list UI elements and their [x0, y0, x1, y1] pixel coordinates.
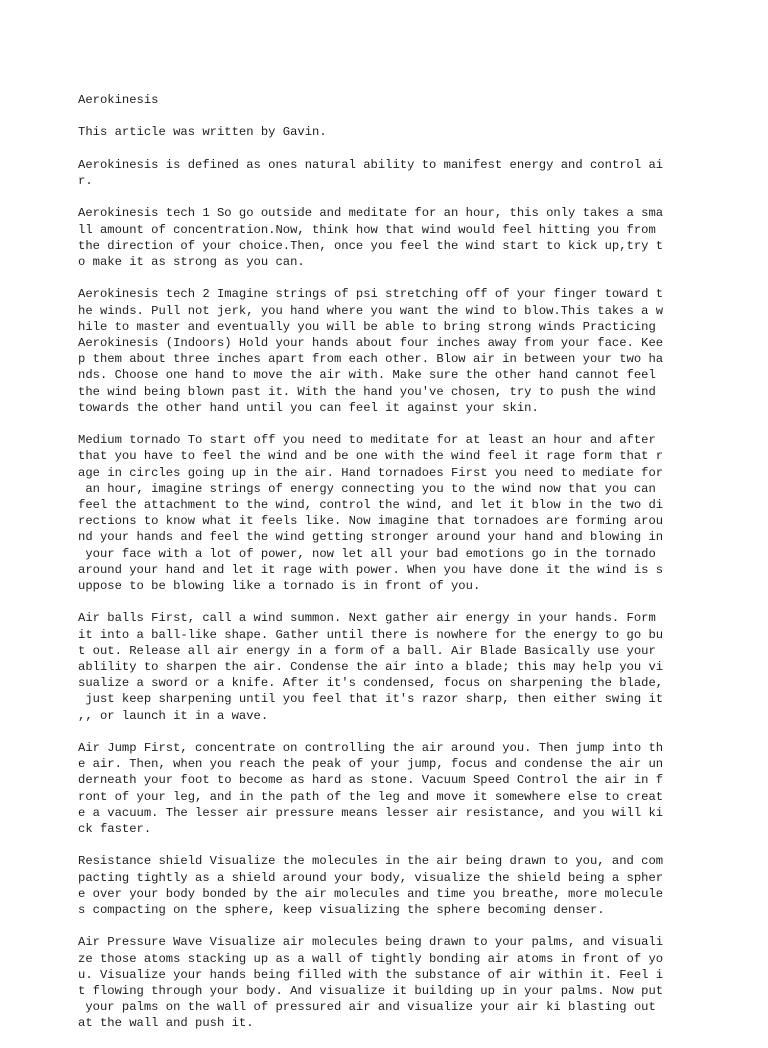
- text-line: it into a ball-like shape. Gather until there is nowhere for the energy to go bu: [78, 627, 664, 642]
- text-line: that you have to feel the wind and be one with the wind feel it rage form that r: [78, 449, 664, 464]
- text-line: ront of your leg, and in the path of the leg and move it somewhere else to creat: [78, 789, 664, 804]
- byline: [78, 124, 698, 140]
- text-line: age in circles going up in the air. Hand tornadoes First you need to mediate for: [78, 465, 664, 480]
- text-line: just keep sharpening until you feel that it's razor sharp, then either swing it: [78, 692, 664, 707]
- text-line: sualize a sword or a knife. After it's condensed, focus on sharpening the blade,: [78, 676, 664, 691]
- text-line: at the wall and push it.: [78, 1016, 254, 1031]
- text-line: Aerokinesis: [78, 93, 159, 107]
- text-line: rections to know what it feels like. Now imagine that tornadoes are forming arou: [78, 514, 664, 529]
- paragraph-definition: [78, 157, 698, 189]
- paragraph-tech-1: [78, 205, 698, 270]
- text-line: u. Visualize your hands being filled with the substance of air within it. Feel i: [78, 967, 664, 982]
- paragraph-air-jump: [78, 740, 698, 837]
- paragraph-resistance-shield: [78, 853, 698, 918]
- text-line: p them about three inches apart from each other. Blow air in between your two ha: [78, 352, 664, 367]
- paragraph-air-balls: [78, 610, 698, 723]
- text-line: an hour, imagine strings of energy connecting you to the wind now that you can: [78, 481, 656, 496]
- text-line: ze those atoms stacking up as a wall of tightly bonding air atoms in front of yo: [78, 951, 664, 966]
- paragraph-medium-tornado: [78, 432, 698, 594]
- text-line: This article was written by Gavin.: [78, 125, 327, 140]
- text-line: e over your body bonded by the air molecules and time you breathe, more molecule: [78, 886, 664, 901]
- text-line: Air balls First, call a wind summon. Next gather air energy in your hands. Form: [78, 611, 656, 626]
- text-line: t flowing through your body. And visualize it building up in your palms. Now put: [78, 984, 664, 999]
- text-line: nd your hands and feel the wind getting stronger around your hand and blowing in: [78, 530, 664, 545]
- text-line: he winds. Pull not jerk, you hand where you want the wind to blow.This takes a w: [78, 303, 664, 318]
- text-line: hile to master and eventually you will be able to bring strong winds Practicing: [78, 319, 656, 334]
- text-line: ll amount of concentration.Now, think how that wind would feel hitting you from: [78, 222, 656, 237]
- text-line: ,, or launch it in a wave.: [78, 708, 269, 723]
- text-line: Medium tornado To start off you need to meditate for at least an hour and after: [78, 433, 656, 448]
- article-body: [78, 92, 698, 1048]
- text-line: e air. Then, when you reach the peak of your jump, focus and condense the air un: [78, 757, 664, 772]
- text-line: ablility to sharpen the air. Condense the air into a blade; this may help you vi: [78, 660, 664, 675]
- text-line: the wind being blown past it. With the hand you've chosen, try to push the wind: [78, 384, 656, 399]
- text-line: around your hand and let it rage with power. When you have done it the wind is s: [78, 562, 664, 577]
- text-line: towards the other hand until you can feel it against your skin.: [78, 400, 539, 415]
- text-line: Aerokinesis (Indoors) Hold your hands about four inches away from your face. Kee: [78, 335, 664, 350]
- text-line: o make it as strong as you can.: [78, 254, 305, 269]
- text-line: Air Jump First, concentrate on controlling the air around you. Then jump into th: [78, 741, 664, 756]
- text-line: r.: [78, 173, 93, 188]
- paragraph-tech-2: [78, 286, 698, 416]
- text-line: Aerokinesis tech 2 Imagine strings of psi stretching off of your finger toward t: [78, 287, 664, 302]
- text-line: derneath your foot to become as hard as stone. Vacuum Speed Control the air in f: [78, 773, 664, 788]
- text-line: uppose to be blowing like a tornado is in front of you.: [78, 579, 481, 594]
- text-line: feel the attachment to the wind, control the wind, and let it blow in the two di: [78, 498, 664, 512]
- text-line: pacting tightly as a shield around your body, visualize the shield being a spher: [78, 870, 664, 885]
- text-line: e a vacuum. The lesser air pressure means lesser air resistance, and you will ki: [78, 805, 664, 820]
- text-line: Aerokinesis is defined as ones natural ability to manifest energy and control ai: [78, 157, 664, 172]
- text-line: nds. Choose one hand to move the air with. Make sure the other hand cannot feel: [78, 368, 656, 383]
- text-line: ck faster.: [78, 822, 152, 837]
- text-line: Air Pressure Wave Visualize air molecules being drawn to your palms, and visuali: [78, 935, 664, 950]
- text-line: your palms on the wall of pressured air and visualize your air ki blasting out: [78, 1000, 656, 1015]
- text-line: your face with a lot of power, now let all your bad emotions go in the tornado: [78, 546, 656, 561]
- text-line: Aerokinesis tech 1 So go outside and meditate for an hour, this only takes a sma: [78, 206, 664, 221]
- article-title: [78, 92, 698, 108]
- paragraph-air-pressure-wave: [78, 934, 698, 1031]
- text-line: s compacting on the sphere, keep visualizing the sphere becoming denser.: [78, 903, 605, 918]
- text-line: t out. Release all air energy in a form of a ball. Air Blade Basically use your: [78, 643, 656, 658]
- text-line: Resistance shield Visualize the molecules in the air being drawn to you, and com: [78, 854, 664, 869]
- text-line: the direction of your choice.Then, once you feel the wind start to kick up,try t: [78, 238, 664, 253]
